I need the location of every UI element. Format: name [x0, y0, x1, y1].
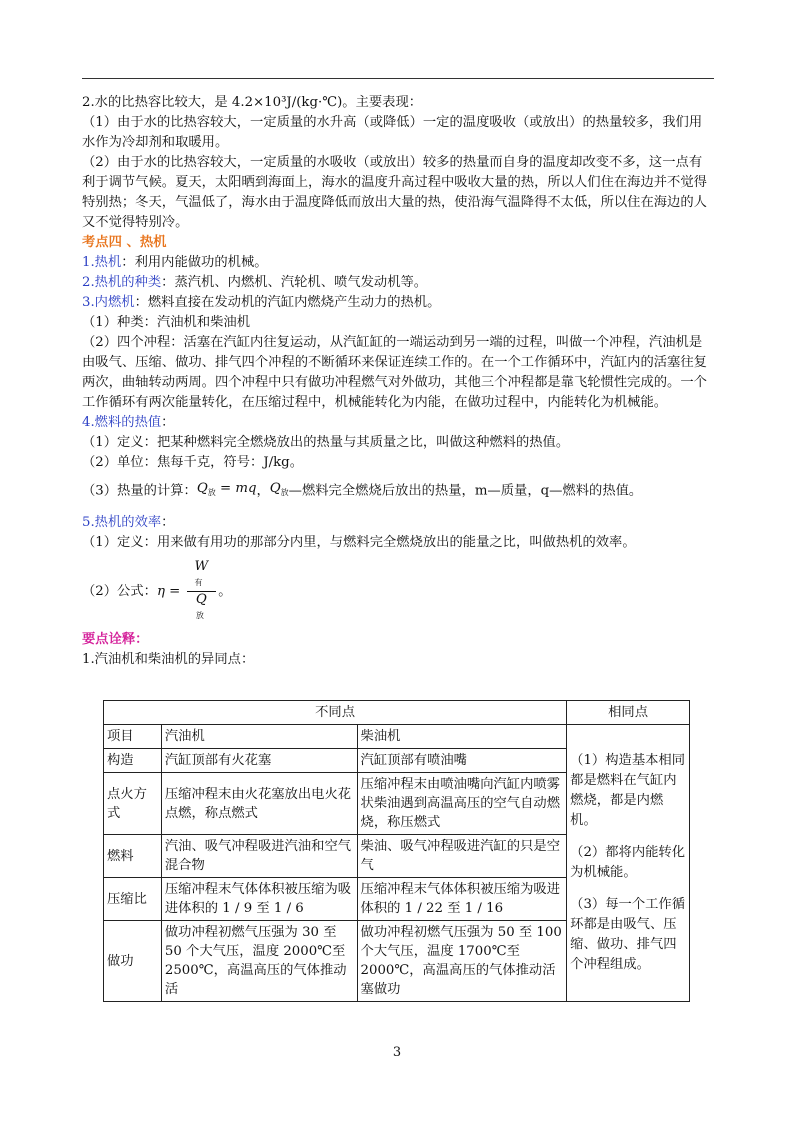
- table-row: 压缩比 压缩冲程末气体体积被压缩为吸进体积的 1 / 9 至 1 / 6 压缩冲程末气体体积被压缩为吸进体积的 1 / 22 至 1 / 16: [104, 878, 690, 921]
- section-heading: [82, 233, 714, 253]
- similarity-3: （3）每一个工作循环都是由吸气、压缩、做功、排气四个冲程组成。: [570, 897, 686, 972]
- paragraph-point-2: （2）由于水的比热容较大，一定质量的水吸收（或放出）较多的热量而自身的温度却改变不多，这一点有利于调节气候。夏天，太阳晒到海面上，海水的温度升高过程中吸收大量的热，所以人们住在海边并不觉得特别热；冬天，气温低了，海水由于温度降低而放出大量的热，使沿海气温降得不太低，所以住在海边的人又不觉得特别冷。: [82, 155, 707, 230]
- header-differences: 不同点: [104, 701, 567, 725]
- item-definition: （1）定义：把某种燃料完全燃烧放出的热量与其质量之比，叫做这种燃料的热值。: [82, 435, 570, 450]
- similarity-2: （2）都将内能转化为机械能。: [570, 845, 686, 880]
- term-efficiency: 5.热机的效率: [82, 515, 162, 530]
- header-similarities: 相同点: [567, 701, 690, 725]
- item-efficiency: 5.热机的效率：: [82, 515, 175, 530]
- table-row: 构造 汽缸顶部有火花塞 汽缸顶部有喷油嘴: [104, 749, 690, 773]
- column-diesel: 柴油机: [357, 725, 567, 749]
- paragraph-point-1: （1）由于水的比热容较大，一定质量的水升高（或降低）一定的温度吸收（或放出）的热量较多，我们用水作为冷却剂和取暖用。: [82, 115, 703, 150]
- comparison-table: [103, 700, 690, 1002]
- paragraph-specific-heat: 2.水的比热容比较大，是 4.2×10³J/(kg·℃)。主要表现：: [82, 95, 423, 110]
- section-title: 考点四 、热机: [82, 235, 167, 250]
- document-body: [82, 93, 714, 670]
- term-engine-types: 2.热机的种类: [82, 275, 162, 290]
- table-row: 做功 做功冲程初燃气压强为 30 至 50 个大气压，温度 2000℃至 2500℃，高温高压的气体推动活 做功冲程初燃气压强为 50 至 100 个大气压，温度 1700℃至 2000℃，高温高压的气体推动活塞做功: [104, 921, 690, 1002]
- table-header-row: [104, 701, 690, 725]
- header-rule: [82, 78, 714, 79]
- fraction-efficiency: W 有 Q 放: [187, 559, 217, 624]
- item-heat-calc: （3）热量的计算：$Q_放$ = mq，$Q_放—$燃料完全燃烧后放出的热量，m—质量，q—燃料的热值。: [82, 479, 714, 503]
- notes-heading: 要点诠释：: [82, 632, 149, 647]
- item-efficiency-formula: （2）公式：η = W 有 Q 放 。: [82, 559, 714, 624]
- column-item: 项目: [104, 725, 162, 749]
- term-fuel-value: 4.燃料的热值: [82, 415, 162, 430]
- item-efficiency-def: （1）定义：用来做有用功的那部分内里，与燃料完全燃烧放出的能量之比，叫做热机的效率。: [82, 535, 636, 550]
- similarities-cell: [567, 725, 690, 1002]
- table-caption: 1.汽油机和柴油机的异同点：: [82, 652, 255, 667]
- table-row: 燃料 汽油、吸气冲程吸进汽油和空气混合物 柴油、吸气冲程吸进汽缸的只是空气: [104, 835, 690, 878]
- page-number: 3: [392, 1045, 402, 1060]
- item-engine-types: 2.热机的种类：蒸汽机、内燃机、汽轮机、喷气发动机等。: [82, 275, 428, 290]
- term-heat-engine: 1.热机: [82, 255, 122, 270]
- item-four-strokes: （2）四个冲程：活塞在汽缸内往复运动，从汽缸缸的一端运动到另一端的过程，叫做一个冲程，汽油机是由吸气、压缩、做功、排气四个冲程的不断循环来保证连续工作的。在一个工作循环中，汽缸内的活塞往复两次，曲轴转动两周。四个冲程中只有做功冲程燃气对外做功，其他三个冲程都是靠飞轮惯性完成的。一个工作循环有两次能量转化，在压缩过程中，机械能转化为内能，在做功过程中，内能转化为机械能。: [82, 335, 707, 410]
- item-fuel-value: 4.燃料的热值：: [82, 415, 175, 430]
- item-unit: （2）单位：焦每千克，符号：J/kg。: [82, 455, 303, 470]
- term-internal-combustion: 3.内燃机: [82, 295, 135, 310]
- item-heat-engine: 1.热机：利用内能做功的机械。: [82, 255, 268, 270]
- formula-heat: $Q_放$ = mq: [196, 481, 257, 497]
- table-column-row: [104, 725, 690, 749]
- table-row: 点火方式 压缩冲程末由火花塞放出电火花点燃，称点燃式 压缩冲程末由喷油嘴向汽缸内喷雾状柴油遇到高温高压的空气自动燃烧，称压燃式: [104, 773, 690, 835]
- column-gasoline: 汽油机: [161, 725, 357, 749]
- item-internal-combustion: 3.内燃机：燃料直接在发动机的汽缸内燃烧产生动力的热机。: [82, 295, 441, 310]
- similarity-1: （1）构造基本相同都是燃料在气缸内燃烧，都是内燃机。: [570, 753, 686, 828]
- item-types: （1）种类：汽油机和柴油机: [82, 315, 251, 330]
